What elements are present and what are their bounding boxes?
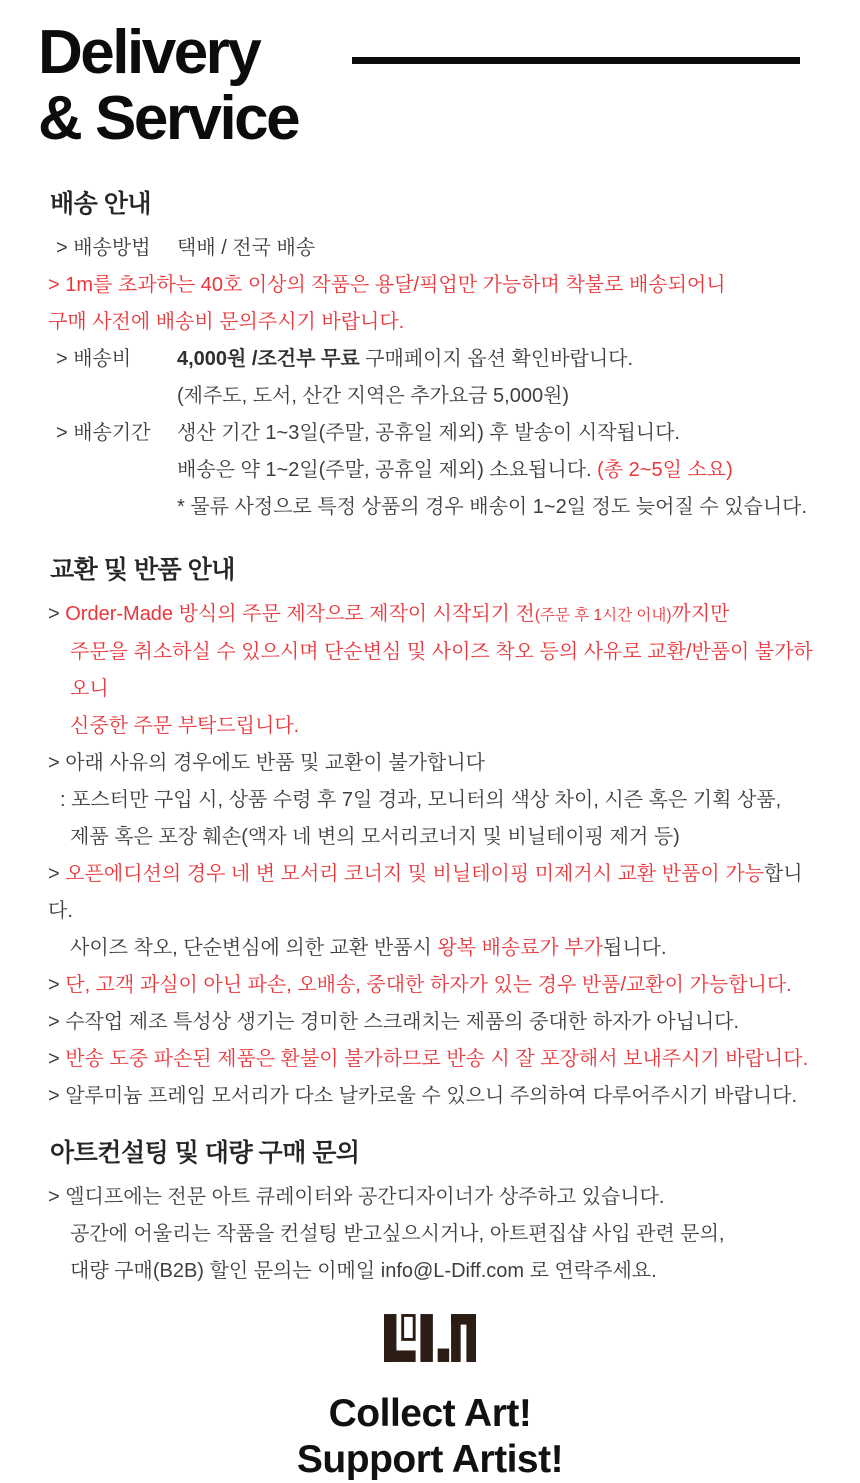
consulting-line2: 공간에 어울리는 작품을 컨설팅 받고싶으시거나, 아트편집샵 사입 관련 문의, [70,1223,725,1245]
order-made-small-note: (주문 후 1시간 이내) [534,607,672,624]
shipping-period-line3: * 물류 사정으로 특정 상품의 경우 배송이 1~2일 정도 늦어질 수 있습니다. [177,496,808,518]
returns-heading: 교환 및 반품 안내 [50,556,235,584]
defect-bullet: > [48,974,60,996]
page-title-line2: & Service [38,84,299,153]
shipping-fee-label: > 배송비 [56,348,132,370]
return-damage-line [48,1041,824,1078]
order-made-line1 [48,596,824,634]
shipping-period-label: > 배송기간 [56,422,151,444]
title-divider-line [352,57,800,64]
shipping-fee-line1 [177,348,633,370]
slogan [0,1391,860,1483]
shipping-fee-amount: 4,000원 /조건부 무료 [177,348,360,370]
consulting-section [48,1133,824,1290]
shipping-period-line2 [177,452,824,489]
shipping-period-line1: 생산 기간 1~3일(주말, 공휴일 제외) 후 발송이 시작됩니다. [177,422,680,444]
order-made-red2: 까지만 [671,603,730,625]
open-edition-line2 [48,930,824,967]
page-title-line1: Delivery [38,18,260,87]
slogan-line2: Support Artist! [296,1438,564,1481]
open-edition-red: 오픈에디션의 경우 네 변 모서리 코너지 및 비닐테이핑 미제거시 교환 반품이 가능 [59,863,764,885]
no-return-line2: : 포스터만 구입 시, 상품 수령 후 7일 경과, 모니터의 색상 차이, 시즌 혹은 기획 상품, [60,789,782,811]
header [0,0,860,152]
no-return-line1: > 아래 사유의 경우에도 반품 및 교환이 불가합니다 [48,752,485,774]
open-edition-line2-black2: 됩니다. [603,937,667,959]
shipping-section [48,184,824,526]
open-edition-line2-black1: 사이즈 착오, 단순변심에 의한 교환 반품시 [70,937,438,959]
shipping-method-value: 택배 / 전국 배송 [177,237,316,259]
order-made-red1: Order-Made 방식의 주문 제작으로 제작이 시작되기 전 [59,603,535,625]
consulting-heading: 아트컨설팅 및 대량 구매 문의 [50,1139,360,1167]
shipping-period-row [48,415,824,526]
return-damage-red: 반송 도중 파손된 제품은 환불이 불가하므로 반송 시 잘 포장해서 보내주시기 바랍니다. [59,1048,809,1070]
scratch-line: > 수작업 제조 특성상 생기는 경미한 스크래치는 제품의 중대한 하자가 아닙니다. [48,1011,740,1033]
consulting-line3-pre: 대량 구매(B2B) 할인 문의는 이메일 [70,1260,381,1282]
footer [0,1314,860,1483]
shipping-period-line2-black: 배송은 약 1~2일(주말, 공휴일 제외) 소요됩니다. [177,459,598,481]
order-made-line2: 주문을 취소하실 수 있으시며 단순변심 및 사이즈 착오 등의 사유로 교환/반품이 불가하오니 [70,641,813,700]
consulting-line3 [48,1253,824,1290]
l-diff-logo-icon [384,1314,476,1362]
oversize-notice-line2: 구매 사전에 배송비 문의주시기 바랍니다. [48,311,405,333]
shipping-fee-rest: 구매페이지 옵션 확인바랍니다. [359,348,634,370]
oversize-notice-line1: > 1m를 초과하는 40호 이상의 작품은 용달/픽업만 가능하며 착불로 배송되어니 [48,274,726,296]
consulting-line1: > 엘디프에는 전문 아트 큐레이터와 공간디자이너가 상주하고 있습니다. [48,1186,665,1208]
open-edition-line1 [48,856,824,930]
shipping-fee-row [48,341,824,415]
open-edition-bullet: > [48,863,60,885]
slogan-line1: Collect Art! [328,1392,532,1435]
returns-section [48,550,824,1115]
order-made-bullet: > [48,603,60,625]
shipping-fee-note: (제주도, 도서, 산간 지역은 추가요금 5,000원) [177,385,570,407]
consulting-line3-post: 로 연락주세요. [524,1260,657,1282]
page-title [38,20,860,152]
return-damage-bullet: > [48,1048,60,1070]
defect-line [48,967,824,1004]
shipping-method-label: > 배송방법 [56,237,151,259]
shipping-fee-value [177,341,824,415]
open-edition-line2-red: 왕복 배송료가 부가 [437,937,604,959]
order-made-line3: 신중한 주문 부탁드립니다. [70,715,300,737]
defect-red: 단, 고객 과실이 아닌 파손, 오배송, 중대한 하자가 있는 경우 반품/교환이 가능합니다. [59,974,792,996]
shipping-method-row [48,230,824,267]
shipping-period-value [177,415,824,526]
open-edition-black-end: 합니다. [48,863,803,922]
no-return-line3: 제품 혹은 포장 훼손(액자 네 변의 모서리코너지 및 비닐테이핑 제거 등) [70,826,680,848]
shipping-period-line2-red: (총 2~5일 소요) [597,459,733,481]
shipping-heading: 배송 안내 [50,190,152,218]
aluminum-line: > 알루미늄 프레임 모서리가 다소 날카로울 수 있으니 주의하여 다루어주시기 바랍니다. [48,1085,798,1107]
contact-email: info@L-Diff.com [380,1260,525,1282]
